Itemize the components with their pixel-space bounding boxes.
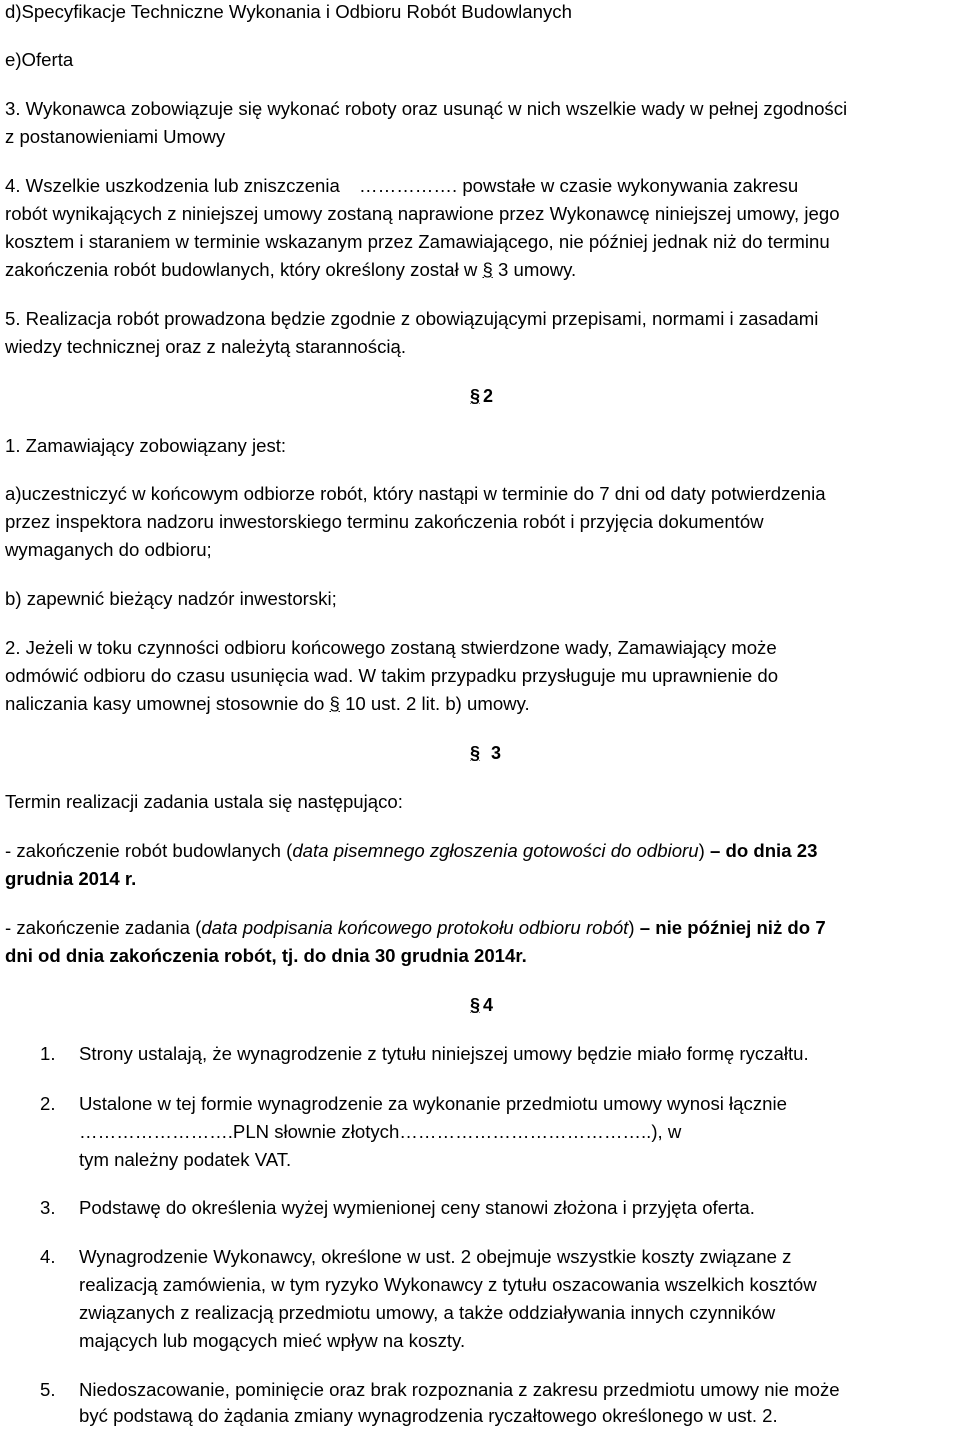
s3-item-2-line-2 <box>5 944 527 968</box>
s4-item-4-line-4: mających lub mogących mieć wpływ na koszty. <box>79 1330 466 1351</box>
s4-item-1-number: 1. <box>40 1043 56 1064</box>
section-2-number: 2 <box>483 386 494 406</box>
para-5-line-1: 5. Realizacja robót prowadzona będzie zgodnie z obowiązującymi przepisami, normami i zasadami <box>5 308 819 329</box>
section-2-heading <box>470 384 493 408</box>
s3-item-1-close: ) <box>698 840 705 861</box>
s3-item-2-line-1 <box>5 916 826 940</box>
s3-item-1-line-1 <box>5 839 817 863</box>
s4-item-5-line-2: być podstawą do żądania zmiany wynagrodzenia ryczałtowego określonego w ust. 2. <box>79 1405 778 1426</box>
para-4-text-c: zakończenia robót budowlanych, który określony został w <box>5 259 478 280</box>
s4-item-2-line-2: …………………….PLN słownie złotych…………………………………..), w <box>79 1121 682 1142</box>
s2-a-line-2: przez inspektora nadzoru inwestorskiego terminu zakończenia robót i przyjęcia dokumentów <box>5 511 764 532</box>
s4-item-3-line-1: Podstawę do określenia wyżej wymienionej ceny stanowi złożona i przyjęta oferta. <box>79 1197 755 1218</box>
para-4-text-d: 3 umowy. <box>498 259 577 280</box>
s2-para-2-text-b: 10 ust. 2 lit. b) umowy. <box>345 693 530 714</box>
s3-item-2-close: ) <box>628 917 635 938</box>
section-symbol: § <box>470 386 481 406</box>
s4-item-4-line-2: realizacją zamówienia, w tym ryzyko Wykonawcy z tytułu oszacowania wszelkich kosztów <box>79 1274 817 1295</box>
s2-para-2-text-a: naliczania kasy umownej stosownie do <box>5 693 325 714</box>
para-4-line-3: kosztem i staraniem w terminie wskazanym przez Zamawiającego, nie później jednak niż do terminu <box>5 231 830 252</box>
s3-intro: Termin realizacji zadania ustala się następująco: <box>5 791 403 812</box>
s3-item-1-bold: – do dnia 23 <box>709 840 818 861</box>
s4-item-4-line-3: związanych z realizacją przedmiotu umowy, a także oddziaływania innych czynników <box>79 1302 776 1323</box>
s4-item-3-number: 3. <box>40 1197 56 1218</box>
s3-item-1-italic: data pisemnego zgłoszenia gotowości do odbioru <box>292 840 699 861</box>
para-4-line-1 <box>5 174 798 198</box>
para-4-line-4 <box>5 258 576 282</box>
s4-item-5-number: 5. <box>40 1379 56 1400</box>
s3-item-2-bold-2: dni od dnia zakończenia robót, tj. do dnia 30 grudnia 2014r. <box>5 945 527 966</box>
s3-item-1-line-2 <box>5 867 136 891</box>
s4-item-2-line-1: Ustalone w tej formie wynagrodzenie za wykonanie przedmiotu umowy wynosi łącznie <box>79 1093 787 1114</box>
para-4-dots: ……………. <box>359 175 458 196</box>
s4-item-2-line-3: tym należny podatek VAT. <box>79 1149 292 1170</box>
s3-item-2-text: - zakończenie zadania ( <box>5 917 202 938</box>
s4-item-4-line-1: Wynagrodzenie Wykonawcy, określone w ust. 2 obejmuje wszystkie koszty związane z <box>79 1246 792 1267</box>
s3-item-1-text: - zakończenie robót budowlanych ( <box>5 840 293 861</box>
s4-item-4-number: 4. <box>40 1246 56 1267</box>
section-symbol: § <box>470 995 481 1015</box>
s2-a-line-1: a)uczestniczyć w końcowym odbiorze robót, który nastąpi w terminie do 7 dni od daty potwierdzenia <box>5 483 826 504</box>
s2-para-2-line-3 <box>5 692 530 716</box>
s4-item-2-number: 2. <box>40 1093 56 1114</box>
s2-para-2-line-1: 2. Jeżeli w toku czynności odbioru końcowego zostaną stwierdzone wady, Zamawiający może <box>5 637 777 658</box>
s2-para-2-line-2: odmówić odbioru do czasu usunięcia wad. W takim przypadku przysługuje mu uprawnienie do <box>5 665 779 686</box>
s4-item-1-line-1: Strony ustalają, że wynagrodzenie z tytułu niniejszej umowy będzie miało formę ryczałtu. <box>79 1043 809 1064</box>
section-symbol: § <box>482 259 493 280</box>
section-4-number: 4 <box>483 995 494 1015</box>
section-3-heading <box>470 741 501 765</box>
section-symbol: § <box>329 693 340 714</box>
s2-para-1: 1. Zamawiający zobowiązany jest: <box>5 435 287 456</box>
section-4-heading <box>470 993 493 1017</box>
section-3-number: 3 <box>491 743 502 763</box>
s4-item-5-line-1: Niedoszacowanie, pominięcie oraz brak rozpoznania z zakresu przedmiotu umowy nie może <box>79 1379 840 1400</box>
para-4-text-a: 4. Wszelkie uszkodzenia lub zniszczenia <box>5 175 340 196</box>
s2-a-line-3: wymaganych do odbioru; <box>5 539 212 560</box>
s3-item-2-italic: data podpisania końcowego protokołu odbioru robót <box>201 917 629 938</box>
item-e-line: e)Oferta <box>5 49 74 70</box>
para-5-line-2: wiedzy technicznej oraz z należytą starannością. <box>5 336 407 357</box>
s3-item-2-bold: – nie później niż do 7 <box>639 917 826 938</box>
item-d-line: d)Specyfikacje Techniczne Wykonania i Odbioru Robót Budowlanych <box>5 1 572 22</box>
para-3-line-2: z postanowieniami Umowy <box>5 126 226 147</box>
para-3-line-1: 3. Wykonawca zobowiązuje się wykonać roboty oraz usunąć w nich wszelkie wady w pełnej zgodności <box>5 98 848 119</box>
para-4-text-b: powstałe w czasie wykonywania zakresu <box>462 175 799 196</box>
para-4-line-2: robót wynikających z niniejszej umowy zostaną naprawione przez Wykonawcę niniejszej umowy, jego <box>5 203 840 224</box>
s3-item-1-bold-2: grudnia 2014 r. <box>5 868 137 889</box>
section-symbol: § <box>470 743 481 763</box>
s2-b-line: b) zapewnić bieżący nadzór inwestorski; <box>5 588 337 609</box>
